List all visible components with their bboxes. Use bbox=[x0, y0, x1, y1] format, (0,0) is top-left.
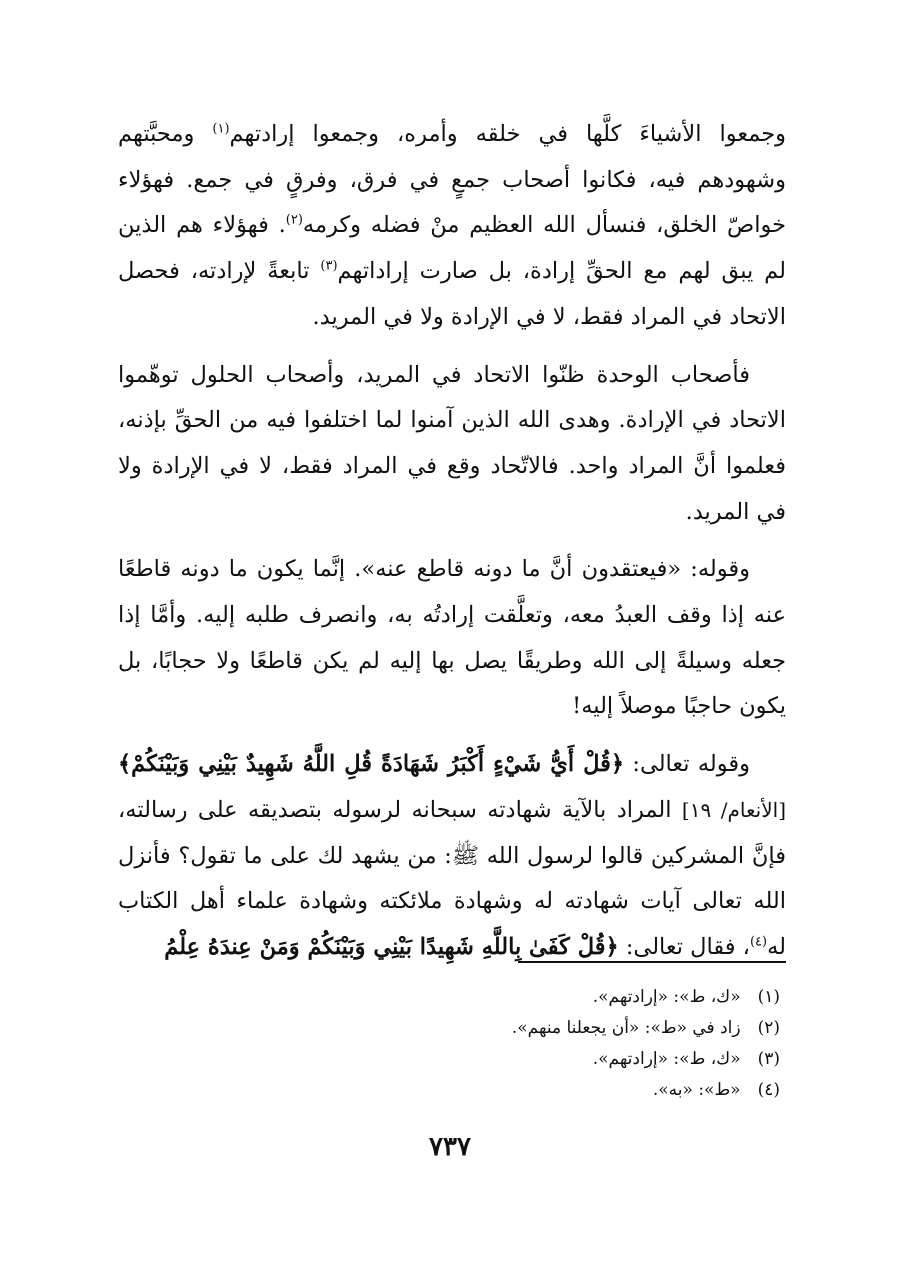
quran-verse-2: ﴿قُلْ كَفَىٰ بِاللَّهِ شَهِيدًا بَيْنِي وَبَيْنَكُمْ وَمَنْ عِندَهُ عِلْمُ bbox=[164, 933, 619, 960]
footnote-number: (٢) bbox=[757, 1018, 780, 1038]
paragraph-1-text-c: . فهؤلاء هم الذين لم يبق لهم مع الحقِّ إرادة، بل صارت إراداتهم bbox=[118, 212, 786, 285]
page-number: ٧٣٧ bbox=[429, 1132, 471, 1162]
paragraph-1-text-a: وجمعوا الأشياءَ كلَّها في خلقه وأمره، وجمعوا إرادتهم bbox=[229, 121, 786, 147]
footnote-ref-1: (١) bbox=[212, 121, 230, 137]
footnote-4 bbox=[300, 1075, 780, 1106]
footnote-number: (٣) bbox=[757, 1049, 780, 1069]
footnote-number: (٤) bbox=[757, 1080, 780, 1100]
footnote-text: «ط»: «به». bbox=[652, 1080, 741, 1100]
paragraph-4 bbox=[118, 742, 786, 971]
footnote-ref-4: (٤) bbox=[749, 934, 768, 950]
paragraph-3: وقوله: «فيعتقدون أنَّ ما دونه قاطع عنه». إنَّما يكون ما دونه قاطعًا عنه إذا وقف العبدُ معه، وتعلَّقت إرادتُه به، وانصرف طلبه إليه. وأمَّا إذا جعله وسيلةً إلى الله وطريقًا يصل بها إليه لم يكن قاطعًا ولا حجابًا، بل يكون حاجبًا موصلاً إليه! bbox=[118, 556, 786, 720]
footnote-1 bbox=[300, 982, 780, 1013]
footnote-text: «ك، ط»: «إرادتهم». bbox=[592, 987, 741, 1007]
paragraph-4-lead: وقوله تعالى: bbox=[624, 751, 750, 778]
paragraph-1-text-d: تابعةً لإرادته، فحصل الاتحاد في المراد فقط، لا في الإرادة ولا في المريد. bbox=[118, 258, 786, 330]
footnote-2 bbox=[300, 1013, 780, 1044]
footnote-ref-3: (٣) bbox=[320, 258, 338, 274]
quran-verse-1: ﴿قُلْ أَيُّ شَيْءٍ أَكْبَرُ شَهَادَةً قُلِ اللَّهُ شَهِيدٌ بَيْنِي وَبَيْنَكُمْ﴾ bbox=[118, 751, 625, 778]
main-text bbox=[118, 112, 786, 971]
footnote-number: (١) bbox=[757, 987, 780, 1007]
footnote-text: «ك، ط»: «إرادتهم». bbox=[592, 1049, 741, 1069]
paragraph-1 bbox=[118, 112, 786, 341]
footnote-3 bbox=[300, 1044, 780, 1075]
footnotes bbox=[300, 982, 780, 1106]
verse-reference: [الأنعام/ ١٩] bbox=[681, 797, 786, 822]
paragraph-4-tail: ، فقال تعالى: bbox=[618, 933, 750, 960]
paragraph-2: فأصحاب الوحدة ظنّوا الاتحاد في المريد، وأصحاب الحلول توهّموا الاتحاد في الإرادة. وهدى الله الذين آمنوا لما اختلفوا فيه من الحقِّ بإذنه، فعلموا أنَّ المراد واحد. فالاتّحاد وقع في المراد فقط، لا في الإرادة ولا في المريد. bbox=[118, 361, 786, 525]
footnote-text: زاد في «ط»: «أن يجعلنا منهم». bbox=[511, 1018, 741, 1038]
footnote-divider bbox=[518, 961, 786, 963]
footnote-ref-2: (٢) bbox=[285, 212, 303, 228]
paragraph-1-text-b: ومحبَّتهم وشهودهم فيه، فكانوا أصحاب جمعٍ في فرق، وفرقٍ في جمع. فهؤلاء خواصّ الخلق، فنسأل الله العظيم منْ فضله وكرمه bbox=[118, 121, 786, 239]
paragraph-4-body: المراد بالآية شهادته سبحانه لرسوله بتصديقه على رسالته، فإنَّ المشركين قالوا لرسول الله ﷺ: من يشهد لك على ما تقول؟ فأنزل الله تعالى آيات شهادته له وشهادة ملائكته وشهادة علماء أهل الكتاب له bbox=[118, 796, 786, 960]
